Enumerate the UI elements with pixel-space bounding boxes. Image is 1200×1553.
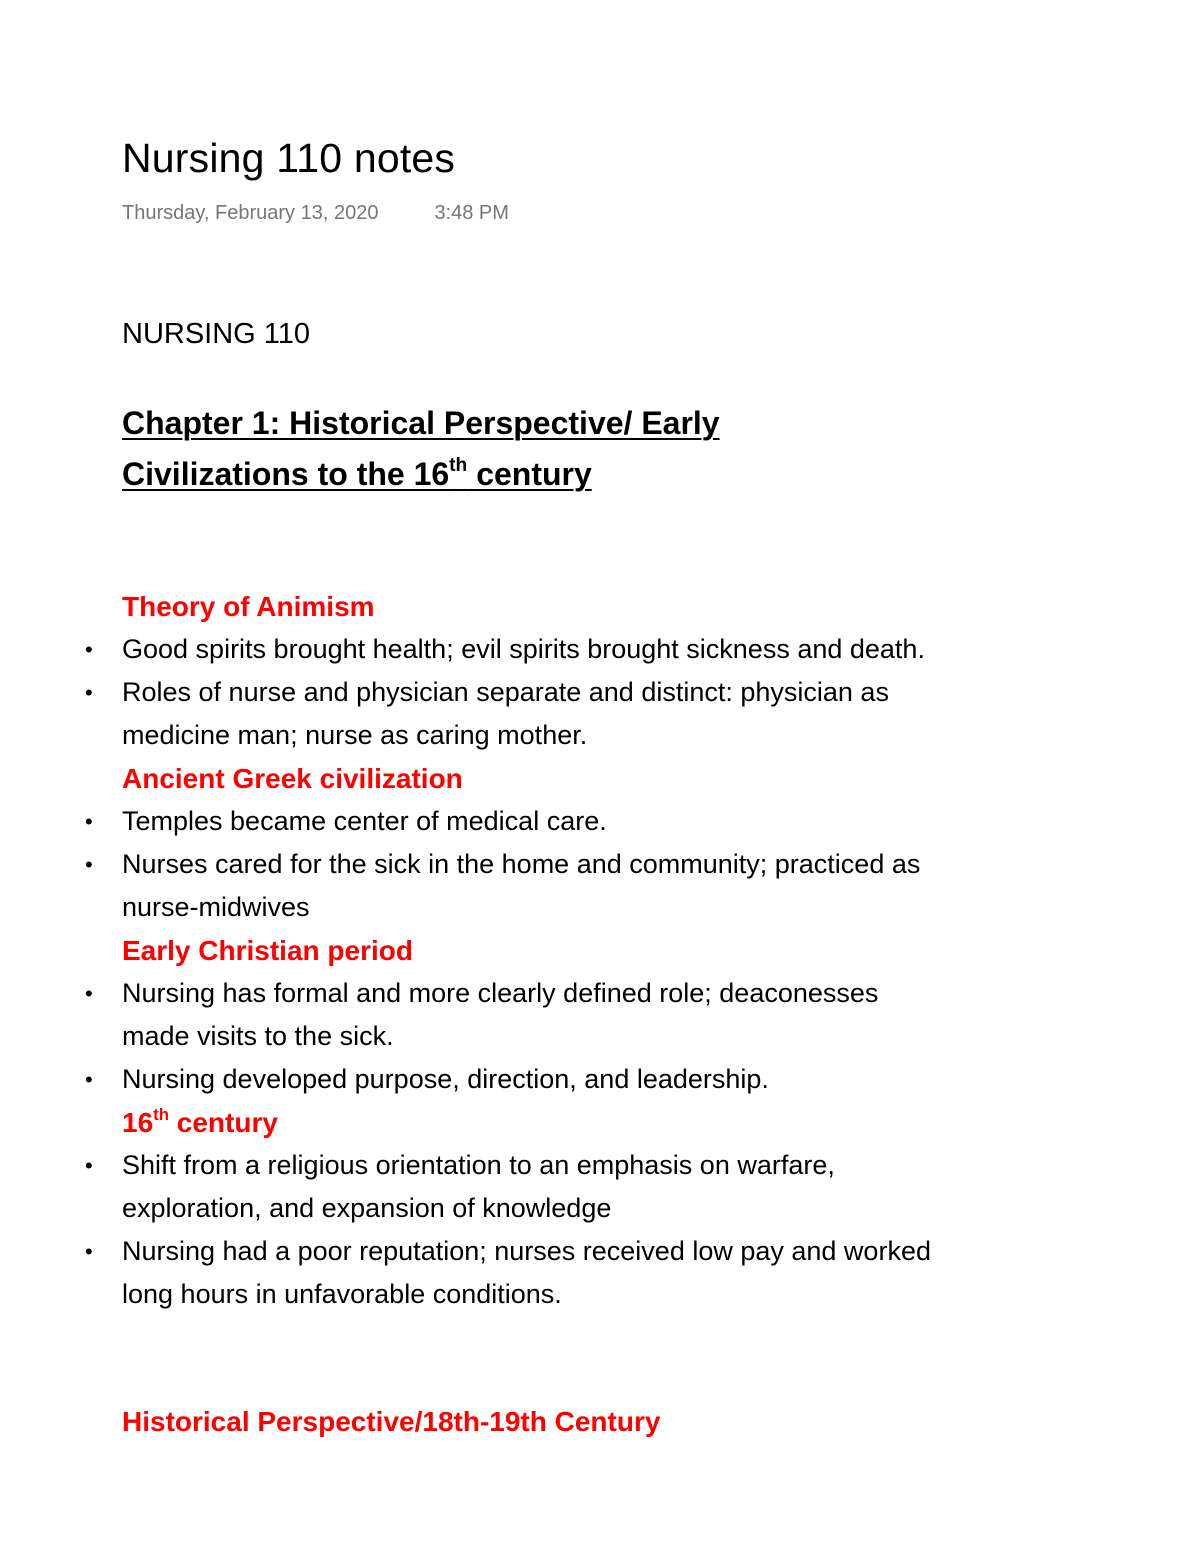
- bullet-icon: •: [85, 809, 93, 834]
- notes-body: [85, 585, 1022, 1316]
- section-heading-16th-century: 16th century: [122, 1105, 278, 1138]
- bullet-icon: •: [85, 1067, 93, 1092]
- list-item: • Roles of nurse and physician separate and distinct: physician as medicine man; nurse as caring mother.: [122, 671, 952, 757]
- chapter-ordinal-suffix: th: [449, 455, 468, 477]
- course-label: NURSING 110: [122, 318, 311, 350]
- list-item: • Nursing had a poor reputation; nurses received low pay and worked long hours in unfavorable conditions.: [122, 1230, 952, 1316]
- chapter-heading: [122, 398, 922, 500]
- note-timestamp: [122, 199, 509, 227]
- bullet-icon: •: [85, 1239, 93, 1264]
- list-item: • Nursing has formal and more clearly defined role; deaconesses made visits to the sick.: [122, 972, 952, 1058]
- bullet-list-greek: [85, 800, 1022, 929]
- list-item: • Shift from a religious orientation to an emphasis on warfare, exploration, and expansion of knowledge: [122, 1144, 952, 1230]
- section-heading-18th-19th-century: Historical Perspective/18th-19th Century: [122, 1406, 661, 1437]
- chapter-heading-line-2-end: century: [467, 456, 592, 492]
- bullet-icon: •: [85, 981, 93, 1006]
- list-item: • Nursing developed purpose, direction, and leadership.: [122, 1058, 952, 1101]
- bullet-list-animism: [85, 628, 1022, 757]
- section-heading-greek: Ancient Greek civilization: [122, 763, 463, 794]
- list-item: • Good spirits brought health; evil spirits brought sickness and death.: [122, 628, 952, 671]
- list-item: • Nurses cared for the sick in the home and community; practiced as nurse-midwives: [122, 843, 952, 929]
- section-heading-christian: Early Christian period: [122, 935, 413, 966]
- list-item: • Temples became center of medical care.: [122, 800, 952, 843]
- section-heading-animism: Theory of Animism: [122, 591, 375, 622]
- bullet-icon: •: [85, 1153, 93, 1178]
- bullet-list-christian: [85, 972, 1022, 1101]
- bullet-icon: •: [85, 852, 93, 877]
- chapter-heading-line-2: Civilizations to the 16: [122, 456, 450, 492]
- note-time: 3:48 PM: [434, 202, 509, 224]
- heading-ordinal-suffix: th: [153, 1105, 169, 1124]
- bullet-icon: •: [85, 637, 93, 662]
- chapter-heading-line-1: Chapter 1: Historical Perspective/ Early: [122, 405, 720, 441]
- bullet-list-16th-century: [85, 1144, 1022, 1316]
- page-title: Nursing 110 notes: [122, 135, 456, 181]
- note-date: Thursday, February 13, 2020: [122, 202, 379, 224]
- bullet-icon: •: [85, 680, 93, 705]
